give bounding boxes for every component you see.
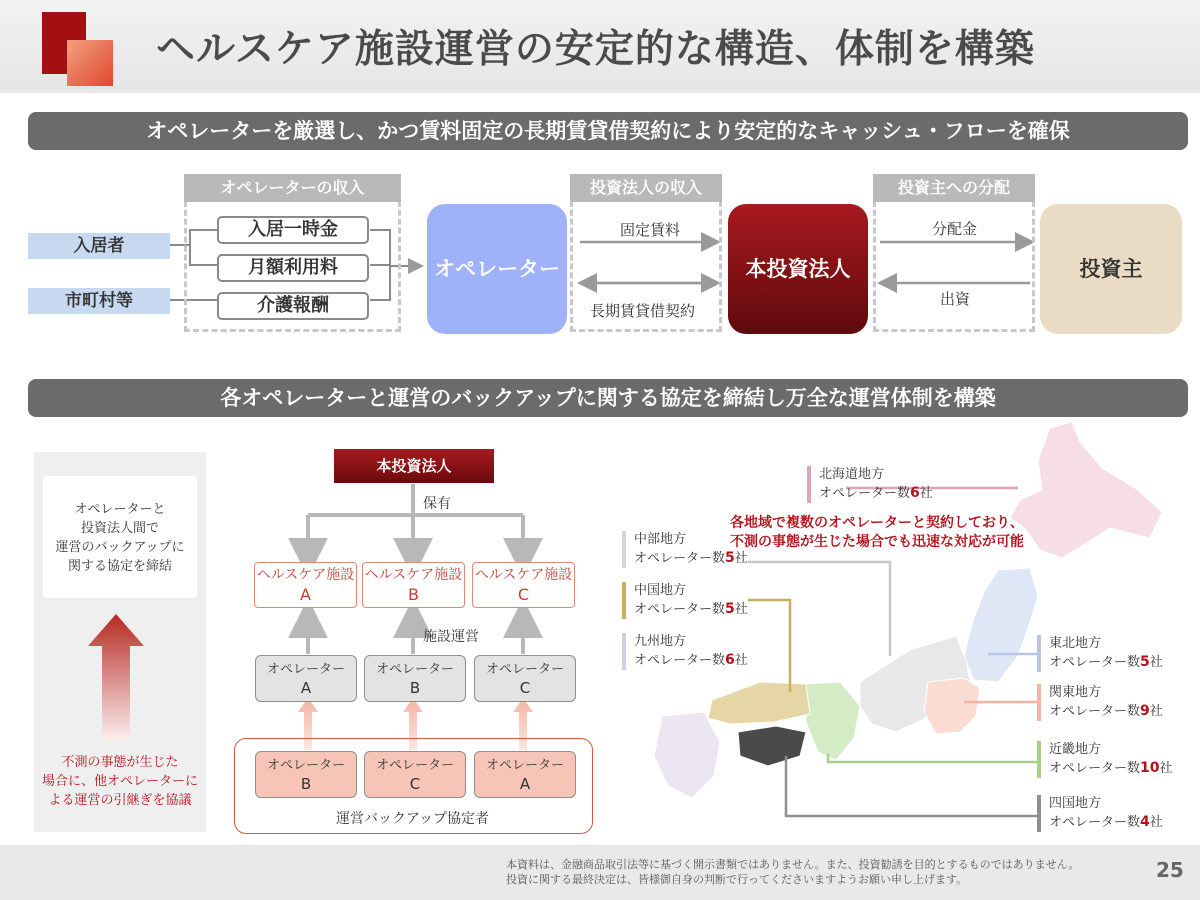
facility-b-label: ヘルスケア施設 — [364, 567, 463, 583]
region-kinki — [1037, 741, 1173, 778]
backup-operator-b-label: オペレーター — [266, 758, 345, 773]
region-chugoku — [622, 582, 748, 619]
header-divider — [0, 90, 1200, 93]
corporation-box: 本投資法人 — [728, 204, 868, 334]
map-tohoku — [964, 568, 1038, 682]
facility-c — [472, 562, 575, 608]
map-kanto — [924, 678, 980, 734]
logo-square-light — [67, 40, 113, 86]
region-kyushu-label: オペレーター数 — [634, 653, 726, 668]
region-tohoku-unit: 社 — [1149, 655, 1163, 670]
left-caption: 不測の事態が生じた 場合に、他オペレーターに よる運営の引継ぎを協議 — [41, 755, 198, 808]
region-chubu-count: 5 — [725, 550, 735, 566]
facility-ops-label: 施設運営 — [423, 629, 479, 645]
backup-operator-a — [474, 751, 576, 798]
region-chubu-label: オペレーター数 — [634, 551, 726, 566]
backup-operator-a-label: オペレーター — [485, 758, 564, 773]
region-hokkaido-label: オペレーター数 — [819, 486, 911, 501]
region-kyushu-unit: 社 — [734, 653, 748, 668]
region-kanto-unit: 社 — [1149, 704, 1163, 719]
region-hokkaido — [807, 466, 933, 503]
region-tohoku-name: 東北地方 — [1049, 636, 1102, 651]
region-kanto-count: 9 — [1140, 703, 1150, 719]
long-lease-label: 長期賃貸借契約 — [590, 302, 696, 320]
disclaimer-line-2: 投資に関する最終決定は、皆様御自身の判断で行ってくださいますようお願い申し上げます。 — [506, 873, 968, 886]
backup-operator-c — [364, 751, 466, 798]
operator-a — [255, 655, 357, 702]
region-shikoku-count: 4 — [1140, 814, 1150, 830]
facility-a-id: A — [300, 585, 311, 604]
region-kinki-unit: 社 — [1159, 761, 1173, 776]
operator-b-id: B — [409, 679, 421, 697]
income-lump-sum: 入居一時金 — [217, 216, 369, 244]
region-hokkaido-count: 6 — [910, 485, 920, 501]
region-shikoku-label: オペレーター数 — [1049, 815, 1141, 830]
operator-b-label: オペレーター — [375, 662, 454, 677]
backup-operator-a-id: A — [519, 775, 531, 793]
region-chubu — [622, 531, 748, 568]
dividend-label: 分配金 — [932, 220, 978, 238]
region-kinki-label: オペレーター数 — [1049, 761, 1141, 776]
region-tohoku-label: オペレーター数 — [1049, 655, 1141, 670]
map-shikoku — [738, 726, 806, 766]
left-note: オペレーターと 投資法人間で 運営のバックアップに 関する協定を締結 — [43, 476, 197, 598]
region-chubu-name: 中部地方 — [634, 532, 687, 547]
region-chugoku-label: オペレーター数 — [634, 602, 726, 617]
region-kyushu — [622, 633, 748, 670]
region-kinki-count: 10 — [1140, 760, 1160, 776]
facility-a-label: ヘルスケア施設 — [256, 567, 355, 583]
region-kyushu-count: 6 — [725, 652, 735, 668]
map-kinki — [806, 682, 860, 760]
section1-banner: オペレーターを厳選し、かつ賃料固定の長期賃貸借契約により安定的なキャッシュ・フローを確保 — [28, 112, 1188, 150]
operator-income-header: オペレーターの収入 — [184, 174, 401, 202]
backup-label: 運営バックアップ協定者 — [336, 811, 490, 827]
region-chubu-unit: 社 — [734, 551, 748, 566]
owns-label: 保有 — [423, 496, 451, 512]
operator-box: オペレーター — [427, 204, 567, 334]
region-kanto-name: 関東地方 — [1049, 685, 1102, 700]
backup-operator-b — [255, 751, 357, 798]
residents-label: 入居者 — [28, 233, 170, 259]
operator-a-label: オペレーター — [266, 662, 345, 677]
operator-b — [364, 655, 466, 702]
operator-a-id: A — [300, 679, 312, 697]
region-kanto-label: オペレーター数 — [1049, 704, 1141, 719]
operator-c-label: オペレーター — [485, 662, 564, 677]
income-care-fee: 介護報酬 — [217, 292, 369, 320]
section2-banner: 各オペレーターと運営のバックアップに関する協定を締結し万全な運営体制を構築 — [28, 379, 1188, 417]
map-hokkaido — [1010, 422, 1162, 558]
distribution-header: 投資主への分配 — [873, 174, 1035, 202]
operator-c — [474, 655, 576, 702]
region-kanto — [1037, 684, 1163, 721]
region-shikoku — [1037, 795, 1163, 832]
region-tohoku — [1037, 635, 1163, 672]
region-chugoku-count: 5 — [725, 601, 735, 617]
municipalities-label: 市町村等 — [28, 288, 170, 314]
investment-label: 出資 — [940, 290, 971, 308]
up-arrow-icon — [86, 612, 146, 742]
operator-c-id: C — [519, 679, 531, 697]
backup-operator-c-id: C — [409, 775, 421, 793]
disclaimer-line-1: 本資料は、金融商品取引法等に基づく開示書類ではありません。また、投資勧誘を目的とするものではありません。 — [506, 858, 1080, 871]
region-chugoku-unit: 社 — [734, 602, 748, 617]
facility-b — [362, 562, 465, 608]
page-number: 25 — [1156, 858, 1184, 882]
investment-income-header: 投資法人の収入 — [570, 174, 722, 202]
income-monthly-fee: 月額利用料 — [217, 254, 369, 282]
map-note: 各地域で複数のオペレーターと契約しており、 不測の事態が生じた場合でも迅速な対応が可能 — [730, 515, 1024, 550]
investors-box: 投資主 — [1040, 204, 1182, 334]
region-shikoku-name: 四国地方 — [1049, 796, 1102, 811]
region-chugoku-name: 中国地方 — [634, 583, 687, 598]
page-title: ヘルスケア施設運営の安定的な構造、体制を構築 — [156, 27, 1035, 72]
fixed-rent-label: 固定賃料 — [620, 221, 681, 239]
region-kyushu-name: 九州地方 — [634, 634, 687, 649]
backup-operator-b-id: B — [300, 775, 312, 793]
facility-a — [254, 562, 357, 608]
facility-c-id: C — [517, 585, 530, 604]
region-hokkaido-unit: 社 — [919, 486, 933, 501]
region-shikoku-unit: 社 — [1149, 815, 1163, 830]
facility-c-label: ヘルスケア施設 — [474, 567, 573, 583]
backup-operator-c-label: オペレーター — [375, 758, 454, 773]
region-tohoku-count: 5 — [1140, 654, 1150, 670]
footer-disclaimer — [506, 857, 1079, 887]
region-kinki-name: 近畿地方 — [1049, 742, 1102, 757]
facility-b-id: B — [408, 585, 419, 604]
map-chugoku — [708, 682, 810, 724]
map-kyushu — [654, 712, 720, 798]
org-corporation: 本投資法人 — [334, 449, 494, 483]
region-hokkaido-name: 北海道地方 — [819, 467, 885, 482]
